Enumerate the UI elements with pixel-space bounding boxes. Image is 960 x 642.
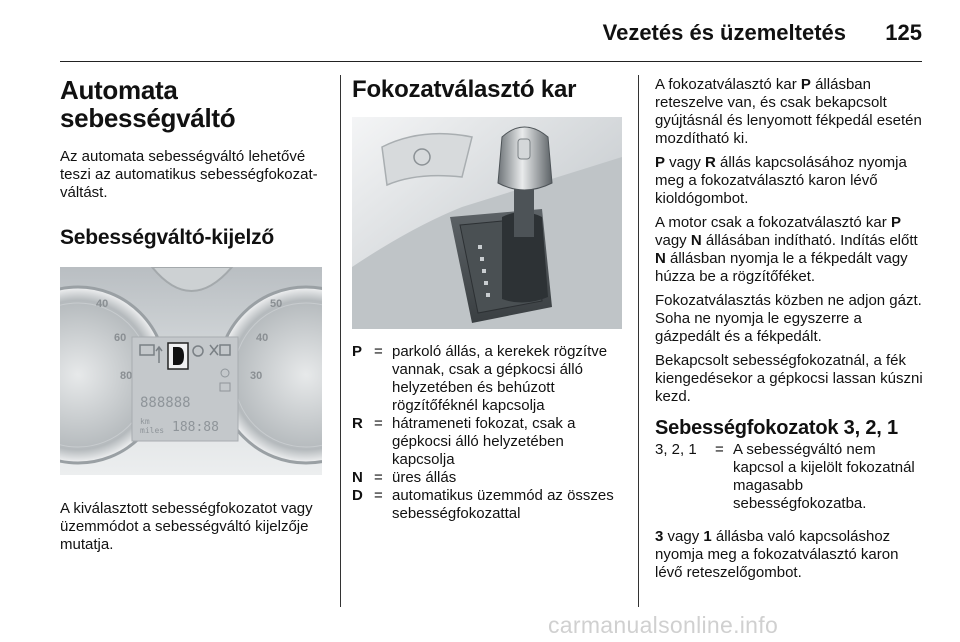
page-header — [60, 18, 922, 62]
text-run: állásban nyomja le a fékpedált vagy húzza be a rögzítőféket. — [655, 250, 908, 285]
definition-key: 3, 2, 1 — [655, 441, 697, 458]
paragraph-creep: Bekapcsolt sebességfokozatnál, a fék kiengedésekor a gépkocsi lassan kúszni kezd. — [655, 352, 923, 405]
definition-text: hátrameneti fokozat, csak a gépkocsi álló helyzetében kapcsolja — [392, 415, 576, 468]
definition-equals: = — [374, 343, 383, 360]
display-miles-label: miles — [140, 426, 165, 435]
text-run: vagy — [663, 528, 704, 545]
intro-paragraph: Az automata sebességváltó lehetővé teszi az automatikus sebességfokozat-váltást. — [60, 148, 318, 201]
column-divider-2 — [638, 75, 639, 607]
bold-gear-letter: N — [655, 250, 666, 267]
svg-text:40: 40 — [256, 332, 269, 344]
definition-key: N — [352, 469, 363, 486]
definition-equals: = — [715, 441, 724, 458]
bold-gear-letter: P — [655, 154, 666, 171]
paragraph-lever-lock — [655, 76, 923, 148]
instrument-cluster-photo — [60, 267, 322, 475]
header-title: Vezetés és üzemeltetés — [602, 20, 846, 45]
display-row-2: 188:88 — [172, 420, 219, 435]
text-run: A fokozatválasztó kar — [655, 76, 801, 93]
gear-definition-r — [352, 415, 622, 469]
gear-definition-n — [352, 469, 622, 487]
gears-3-2-1-definition — [655, 441, 923, 513]
text-run: állás kapcsolásához nyomja meg a fokozatválasztó karon lévő kioldógombot. — [655, 154, 907, 207]
watermark: carmanualsonline.info — [548, 612, 779, 638]
svg-text:50: 50 — [270, 298, 283, 310]
definition-text: A sebességváltó nem kapcsol a kijelölt fokozatnál magasabb sebességfokozatba. — [733, 441, 915, 512]
gear-definition-d — [352, 487, 622, 523]
text-run: A motor csak a fokozatválasztó kar — [655, 214, 891, 231]
paragraph-no-throttle: Fokozatválasztás közben ne adjon gázt. Soha ne nyomja le egyszerre a gázpedált és a fékpedált. — [655, 292, 922, 345]
column-divider-1 — [340, 75, 341, 607]
heading-line-2: sebességváltó — [60, 103, 236, 133]
text-run: vagy — [665, 154, 706, 171]
bold-gear-letter: N — [690, 232, 702, 249]
display-row-1: 888888 — [140, 395, 191, 411]
definition-equals: = — [374, 469, 383, 486]
paragraph-release-button — [655, 154, 923, 208]
svg-text:60: 60 — [114, 332, 127, 344]
definition-text: automatikus üzemmód az összes sebességfokozattal — [392, 487, 614, 522]
bold-gear-number: 1 — [703, 528, 712, 545]
text-run: állásában indítható. Indítás előtt — [701, 232, 918, 249]
display-caption: A kiválasztott sebességfokozatot vagy üzemmódot a sebességváltó kijelzője mutatja. — [60, 500, 313, 553]
gear-definitions-list — [352, 343, 622, 523]
definition-key: P — [352, 343, 363, 360]
section-heading-automatic-gearbox — [60, 76, 328, 132]
bold-gear-letter: R — [705, 154, 716, 171]
definition-text: parkoló állás, a kerekek rögzítve vannak, csak a gépkocsi álló helyzetében és behúzott rögzítőféknél kapcsolja — [392, 343, 608, 414]
column-1 — [60, 76, 328, 554]
definition-key: R — [352, 415, 363, 432]
column-2 — [352, 76, 622, 523]
bold-gear-letter: P — [800, 76, 811, 93]
definition-equals: = — [374, 487, 383, 504]
bold-gear-number: 3 — [655, 528, 664, 545]
section-heading-selector-lever: Fokozatválasztó kar — [352, 76, 577, 103]
paragraph-engine-start — [655, 214, 923, 286]
definition-key: D — [352, 487, 363, 504]
gear-definition-p — [352, 343, 622, 415]
heading-line-1: Automata — [60, 75, 178, 105]
selector-lever-illustration — [352, 117, 622, 329]
svg-text:40: 40 — [96, 298, 109, 310]
bold-gear-letter: P — [890, 214, 901, 231]
text-run: vagy — [655, 232, 691, 249]
column-3 — [655, 76, 923, 582]
svg-text:80: 80 — [120, 370, 133, 382]
instrument-cluster-illustration — [60, 267, 322, 475]
subheading-gearbox-display: Sebességváltó-kijelző — [60, 226, 275, 249]
text-run: állásban reteszelve van, és csak bekapcsolt gyújtásnál és lenyomott fékpedál esetén mozdítható ki. — [655, 76, 922, 147]
text-run: állásba való kapcsoláshoz nyomja meg a fokozatválasztó karon lévő reteszelőgombot. — [655, 528, 899, 581]
definition-text: üres állás — [392, 469, 457, 486]
paragraph-lock-button — [655, 528, 923, 582]
selector-lever-photo — [352, 117, 622, 329]
display-km-label: km — [140, 417, 150, 426]
svg-text:30: 30 — [250, 370, 263, 382]
definition-equals: = — [374, 415, 383, 432]
page-number: 125 — [885, 20, 922, 45]
subheading-gears-3-2-1: Sebességfokozatok 3, 2, 1 — [655, 417, 898, 439]
